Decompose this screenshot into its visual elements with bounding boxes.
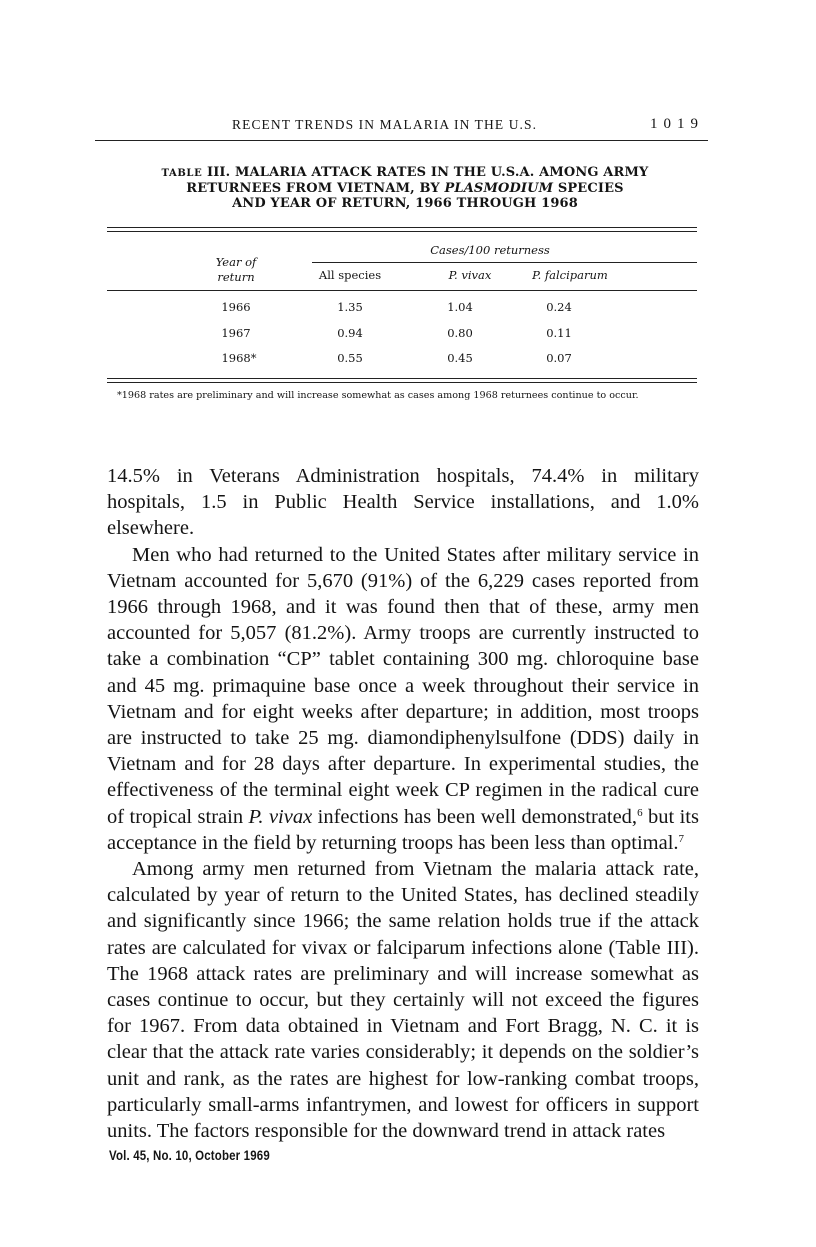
header-bottom-rule xyxy=(107,290,697,291)
cell-p-vivax: 1.04 xyxy=(447,300,473,314)
cell-p-vivax: 0.80 xyxy=(447,326,473,340)
caption-line-2 xyxy=(100,181,710,196)
paragraph-1: 14.5% in Veterans Administration hospitals, 74.4% in military hospitals, 1.5 in Public Health Service installations, and 1.0% elsewhere. xyxy=(107,465,699,540)
header-group-rule xyxy=(312,262,697,263)
header-p-vivax: P. vivax xyxy=(448,268,492,282)
cell-all-species: 0.55 xyxy=(337,351,363,365)
header-group-cases: Cases/100 returness xyxy=(430,243,550,257)
cell-year: 1966 xyxy=(221,300,251,314)
header-all-species: All species xyxy=(318,268,382,282)
cell-all-species: 0.94 xyxy=(337,326,363,340)
cell-p-vivax: 0.45 xyxy=(447,351,473,365)
caption-text-2b: SPECIES xyxy=(553,181,624,196)
paragraph-2-italic: P. vivax xyxy=(248,805,313,828)
cell-year: 1968* xyxy=(221,351,257,365)
caption-text-2a: RETURNEES FROM VIETNAM, BY xyxy=(186,181,445,196)
reference-6[interactable]: 6 xyxy=(637,806,643,819)
page-number: 1019 xyxy=(650,116,704,132)
table-caption xyxy=(100,165,710,211)
caption-text-2-italic: PLASMODIUM xyxy=(444,181,554,196)
header-year-line-2: return xyxy=(217,270,255,284)
table-label: TABLE xyxy=(161,168,203,179)
paragraph-2-text-c: but its acceptance in the field by returning troops has been less than optimal. xyxy=(107,805,699,854)
cell-p-falciparum: 0.11 xyxy=(546,326,572,340)
header-year-of-return xyxy=(196,255,276,285)
running-head xyxy=(108,117,708,137)
paragraph-3: Among army men returned from Vietnam the malaria attack rate, calculated by year of return to the United States, has declined steadily and significantly since 1966; the same relation holds true if the attack rates are calculated for vivax or falciparum infections alone (Table III). The 1968 attack rates are preliminary and will increase somewhat as cases continue to occur, but they certainly will not exceed the figures for 1967. From data obtained in Vietnam and Fort Bragg, N. C. it is clear that the attack rate varies considerably; it depends on the soldier’s unit and rank, as the rates are highest for low-ranking combat troops, particularly small-arms infantrymen, and lowest for officers in support units. The factors responsible for the downward trend in attack rates xyxy=(107,858,699,1143)
reference-7[interactable]: 7 xyxy=(678,832,685,845)
paragraph-2-text-a: Men who had returned to the United States after military service in Vietnam accounted for 5,670 (91%) of the 6,229 cases reported from 1966 through 1968, and it was found then that of these, army men accounted for 5,057 (81.2%). Army troops are currently instructed to take a combination “CP” tablet containing 300 mg. chloroquine base and 45 mg. primaquine base once a week throughout their service in Vietnam and for eight weeks after departure; in addition, most troops are instructed to take 25 mg. diamondiphenylsulfone (DDS) daily in Vietnam and for 28 days after departure. In experimental studies, the effectiveness of the terminal eight week CP regimen in the radical cure of tropical strain xyxy=(107,543,699,828)
table-top-rule-1 xyxy=(107,227,697,228)
table-top-rule-2 xyxy=(107,231,697,232)
caption-text-1: III. MALARIA ATTACK RATES IN THE U.S.A. AMONG ARMY xyxy=(202,165,649,180)
caption-line-3: AND YEAR OF RETURN, 1966 THROUGH 1968 xyxy=(232,196,578,211)
cell-all-species: 1.35 xyxy=(337,300,363,314)
body-text xyxy=(107,463,699,1144)
table-bottom-rule-2 xyxy=(107,382,697,383)
cell-p-falciparum: 0.07 xyxy=(546,351,572,365)
header-rule xyxy=(95,140,708,141)
table-footnote: *1968 rates are preliminary and will increase somewhat as cases among 1968 returnees continue to occur. xyxy=(117,390,639,401)
table-bottom-rule-1 xyxy=(107,378,697,379)
cell-p-falciparum: 0.24 xyxy=(546,300,572,314)
header-year-line-1: Year of xyxy=(215,255,257,269)
running-head-title: RECENT TRENDS IN MALARIA IN THE U.S. xyxy=(232,117,538,132)
header-p-falciparum: P. falciparum xyxy=(532,268,608,282)
paragraph-2 xyxy=(107,542,699,856)
caption-line-1 xyxy=(100,165,710,181)
paragraph-2-text-b: infections has been well demonstrated, xyxy=(312,805,638,828)
journal-citation-footer: Vol. 45, No. 10, October 1969 xyxy=(109,1147,270,1163)
cell-year: 1967 xyxy=(221,326,251,340)
